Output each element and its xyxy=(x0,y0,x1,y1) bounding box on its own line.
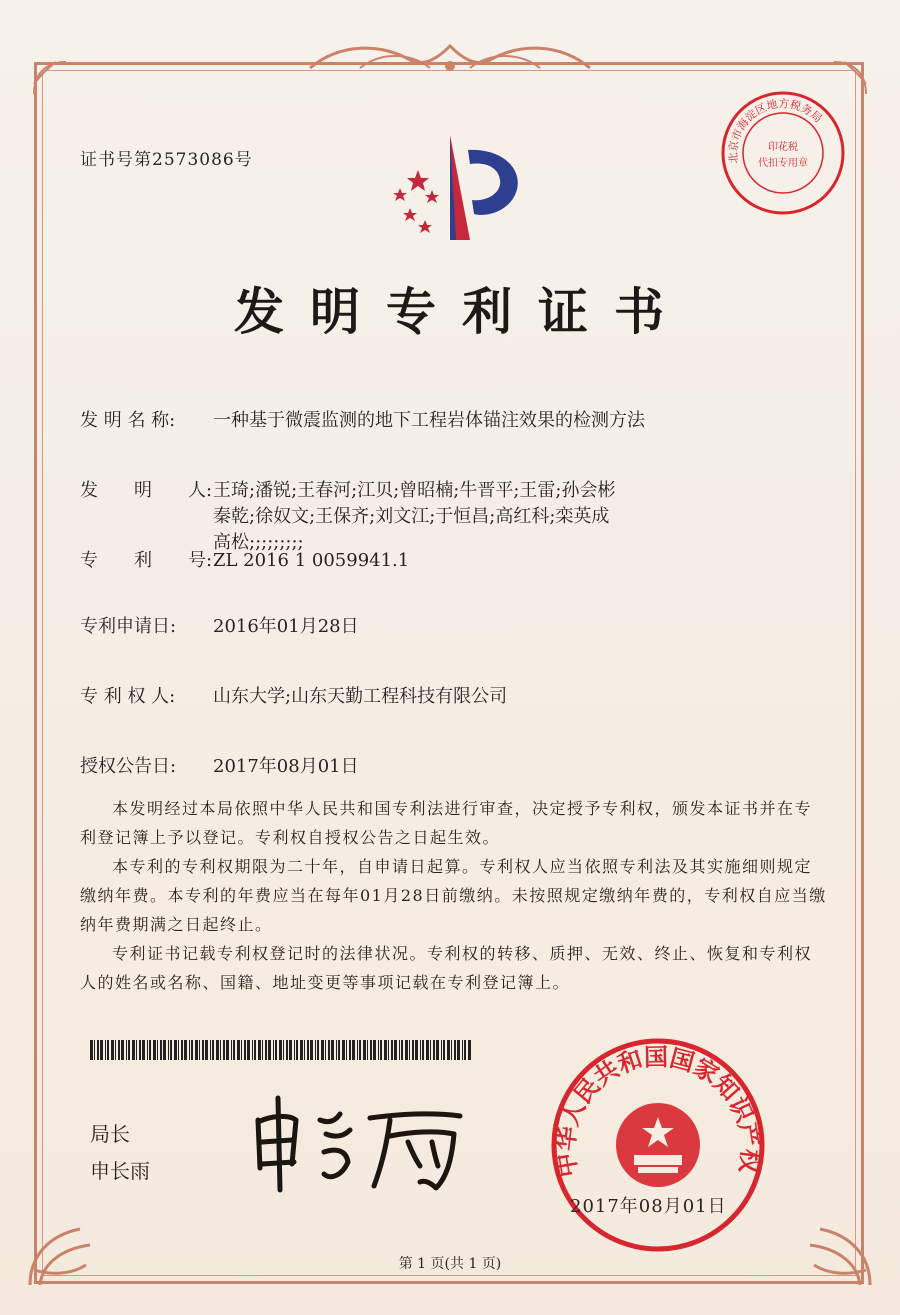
inventors-label: 发 明 人: xyxy=(80,480,213,501)
top-ornament xyxy=(300,38,600,78)
page-number: 第 1 页(共 1 页) xyxy=(398,1256,502,1272)
seal-date: 2017年08月01日 xyxy=(570,1196,727,1217)
seal-big-text: 中华人民共和国国家知识产权 xyxy=(550,1042,766,1180)
director-name: 申长雨 xyxy=(90,1159,150,1183)
corner-ornament-top-left xyxy=(30,58,70,98)
application-date-label: 专利申请日: xyxy=(80,616,177,637)
patentee-label: 专 利 权 人: xyxy=(80,686,176,707)
body-paragraph: 本专利的专利权期限为二十年，自申请日起算。专利权人应当依照专利法及其实施细则规定缴纳年费。本专利的年费应当在每年01月28日前缴纳。未按照规定缴纳年费的，专利权自应当缴纳年费期满之日起终止。 xyxy=(80,857,827,934)
director-title: 局长 xyxy=(90,1122,130,1146)
inventors-line: 王琦;潘锐;王春河;江贝;曾昭楠;牛晋平;王雷;孙会彬 xyxy=(213,480,616,501)
tax-bureau-seal xyxy=(718,88,848,218)
certificate-body xyxy=(80,794,828,997)
patent-number-label: 专 利 号: xyxy=(80,550,213,571)
svg-text:代扣专用章: 代扣专用章 xyxy=(758,158,808,169)
invention-name-value: 一种基于微震监测的地下工程岩体锚注效果的检测方法 xyxy=(213,410,645,431)
inventors-line: 高松;;;;;;;;; xyxy=(213,532,304,553)
certificate-title: 发明专利证书 xyxy=(234,282,690,341)
grant-date-value: 2017年08月01日 xyxy=(213,756,359,777)
grant-date-row xyxy=(80,754,359,780)
inventors-list xyxy=(213,478,683,556)
application-date-row xyxy=(80,614,359,640)
patentee-row xyxy=(80,684,507,710)
application-date-value: 2016年01月28日 xyxy=(213,616,359,637)
seal-small-text: 北京市海淀区地方税务局 xyxy=(726,97,825,165)
body-paragraph: 专利证书记载专利权登记时的法律状况。专利权的转移、质押、无效、终止、恢复和专利权人的姓名或名称、国籍、地址变更等事项记载在专利登记簿上。 xyxy=(80,944,813,992)
national-emblem-icon xyxy=(616,1103,700,1187)
patentee-value: 山东大学;山东天勤工程科技有限公司 xyxy=(213,686,508,707)
invention-name-label: 发 明 名 称: xyxy=(80,410,176,431)
svg-text:北京市海淀区地方税务局 xyxy=(726,96,825,164)
barcode xyxy=(90,1040,472,1060)
patent-number-value: ZL 2016 1 0059941.1 xyxy=(213,550,410,571)
patent-office-emblem-icon xyxy=(380,130,530,245)
inventors-row xyxy=(80,478,213,504)
national-ip-office-seal xyxy=(548,1035,768,1255)
certificate-number: 证书号第2573086号 xyxy=(80,150,253,170)
grant-date-label: 授权公告日: xyxy=(80,756,177,777)
inventors-line: 秦乾;徐奴文;王保齐;刘文江;于恒昌;高红科;栾英成 xyxy=(213,506,610,527)
patent-number-row xyxy=(80,548,409,574)
svg-text:印花税: 印花税 xyxy=(768,142,798,153)
invention-name-row xyxy=(80,408,645,434)
body-paragraph: 本发明经过本局依照中华人民共和国专利法进行审查，决定授予专利权，颁发本证书并在专利登记簿上予以登记。专利权自授权公告之日起生效。 xyxy=(80,799,813,847)
director-signature xyxy=(240,1090,480,1200)
